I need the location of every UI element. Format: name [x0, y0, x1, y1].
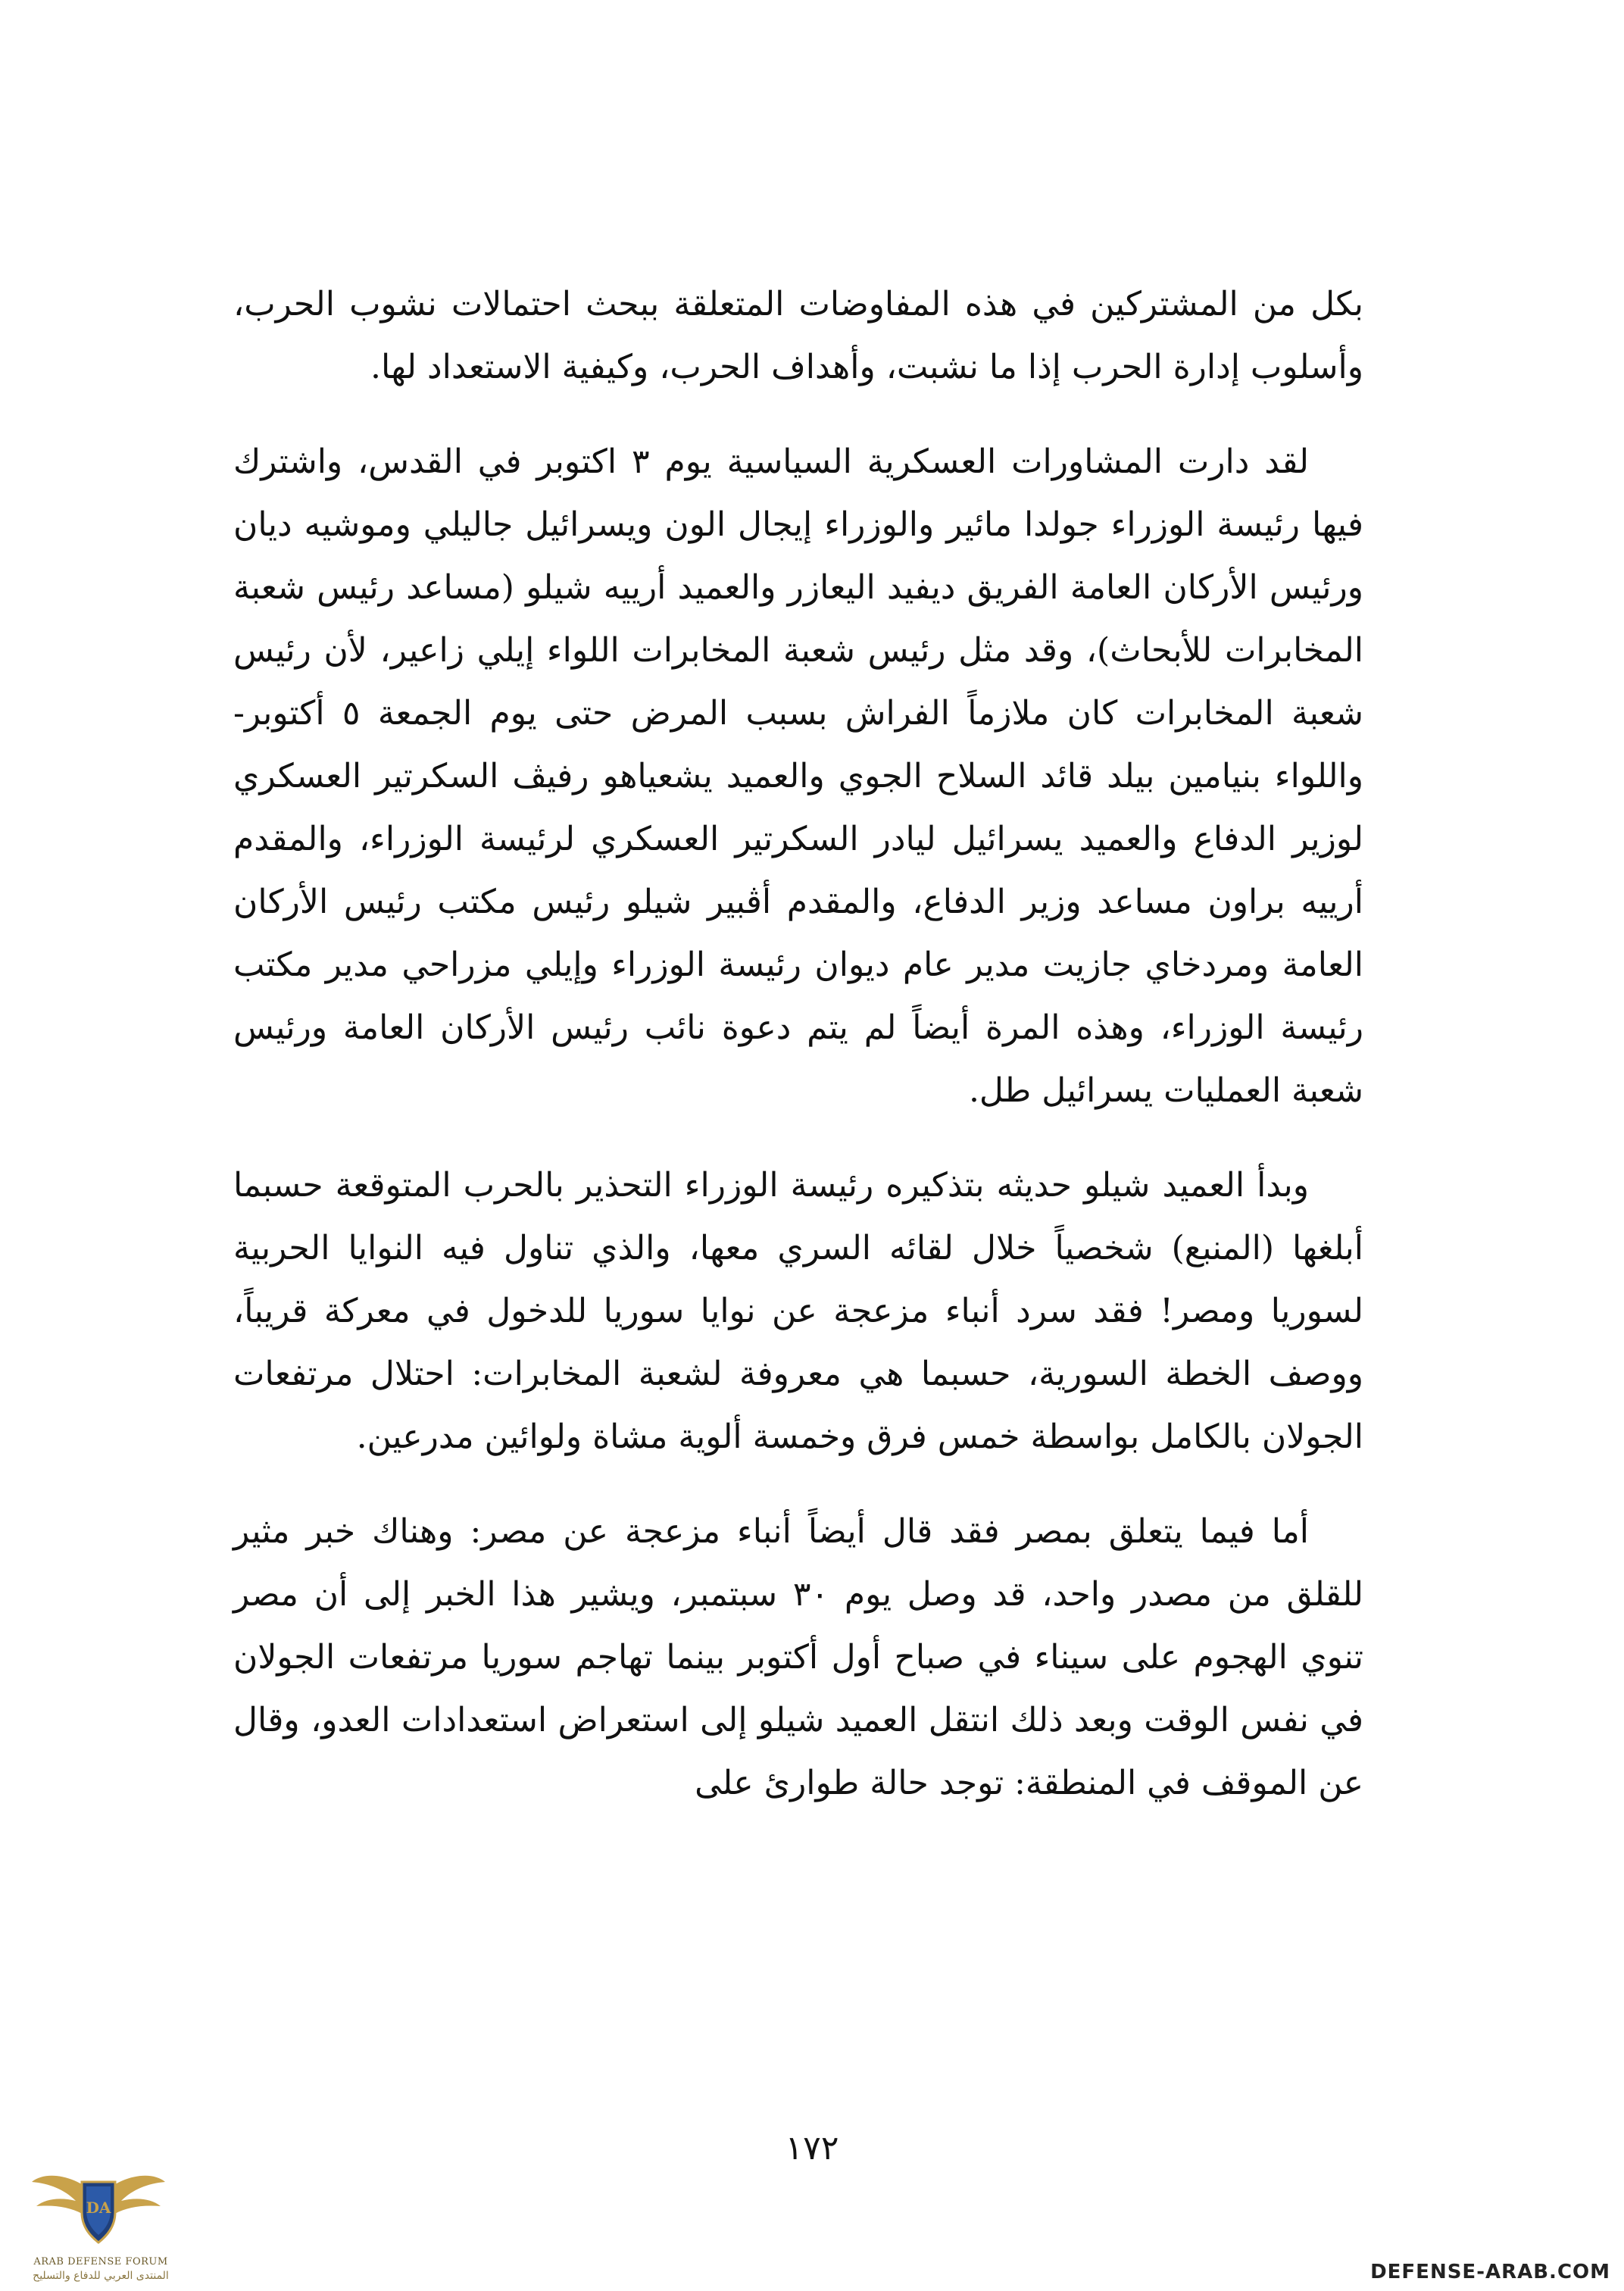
body-text [233, 273, 1363, 1846]
paragraph-4: أما فيما يتعلق بمصر فقد قال أيضاً أنباء مزعجة عن مصر: وهناك خبر مثير للقلق من مصدر واحد، قد وصل يوم ٣٠ سبتمبر، ويشير هذا الخبر إلى أن مصر تنوي الهجوم على سيناء في صباح أول أكتوبر بينما تهاجم سوريا مرتفعات الجولان في نفس الوقت وبعد ذلك انتقل العميد شيلو إلى استعراض استعدادات العدو، وقال عن الموقف في المنطقة: توجد حالة طوارئ على [233, 1512, 1364, 1802]
paragraph-3: وبدأ العميد شيلو حديثه بتذكيره رئيسة الوزراء التحذير بالحرب المتوقعة حسبما أبلغها (المنبع) شخصياً خلال لقائه السري معها، والذي تناول فيه النوايا الحربية لسوريا ومصر! فقد سرد أنباء مزعجة عن نوايا سوريا للدخول في معركة قريباً، ووصف الخطة السورية، حسبما هي معروفة لشعبة المخابرات: احتلال مرتفعات الجولان بالكامل بواسطة خمس فرق وخمسة ألوية مشاة ولوائين مدرعين. [233, 1166, 1363, 1456]
page-number: ١٧٢ [785, 2129, 839, 2168]
forum-name-en: ARAB DEFENSE FORUM [33, 2256, 168, 2268]
paragraph-2: لقد دارت المشاورات العسكرية السياسية يوم ٣ اكتوبر في القدس، واشترك فيها رئيسة الوزراء جولدا مائير والوزراء إيجال الون ويسرائيل جاليلي وموشيه ديان ورئيس الأركان العامة الفريق ديفيد اليعازر والعميد أرييه شيلو (مساعد رئيس شعبة المخابرات للأبحاث)، وقد مثل رئيس شعبة المخابرات اللواء إيلي زاعير، لأن رئيس شعبة المخابرات كان ملازماً الفراش بسبب المرض حتى يوم الجمعة ٥ أكتوبر- واللواء بنيامين بيلد قائد السلاح الجوي والعميد يشعياهو رفيڤ السكرتير العسكري لوزير الدفاع والعميد يسرائيل ليادر السكرتير العسكري لرئيسة الوزراء، والمقدم أرييه براون مساعد وزير الدفاع، والمقدم أڤبير شيلو رئيس مكتب رئيس الأركان العامة ومردخاي جازيت مدير عام ديوان رئيسة الوزراء وإيلي مزراحي مدير مكتب رئيسة الوزراء، وهذه المرة أيضاً لم يتم دعوة نائب رئيس الأركان العامة ورئيس شعبة العمليات يسرائيل طل. [233, 442, 1363, 1110]
paragraph-1: بكل من المشتركين في هذه المفاوضات المتعلقة ببحث احتمالات نشوب الحرب، وأسلوب إدارة الحرب إذا ما نشبت، وأهداف الحرب، وكيفية الاستعداد لها. [233, 285, 1363, 386]
forum-name-ar: المنتدى العربي للدفاع والتسليح [33, 2270, 169, 2282]
site-url: DEFENSE-ARAB.COM [1370, 2261, 1610, 2283]
logo-initials: DA [86, 2199, 111, 2217]
